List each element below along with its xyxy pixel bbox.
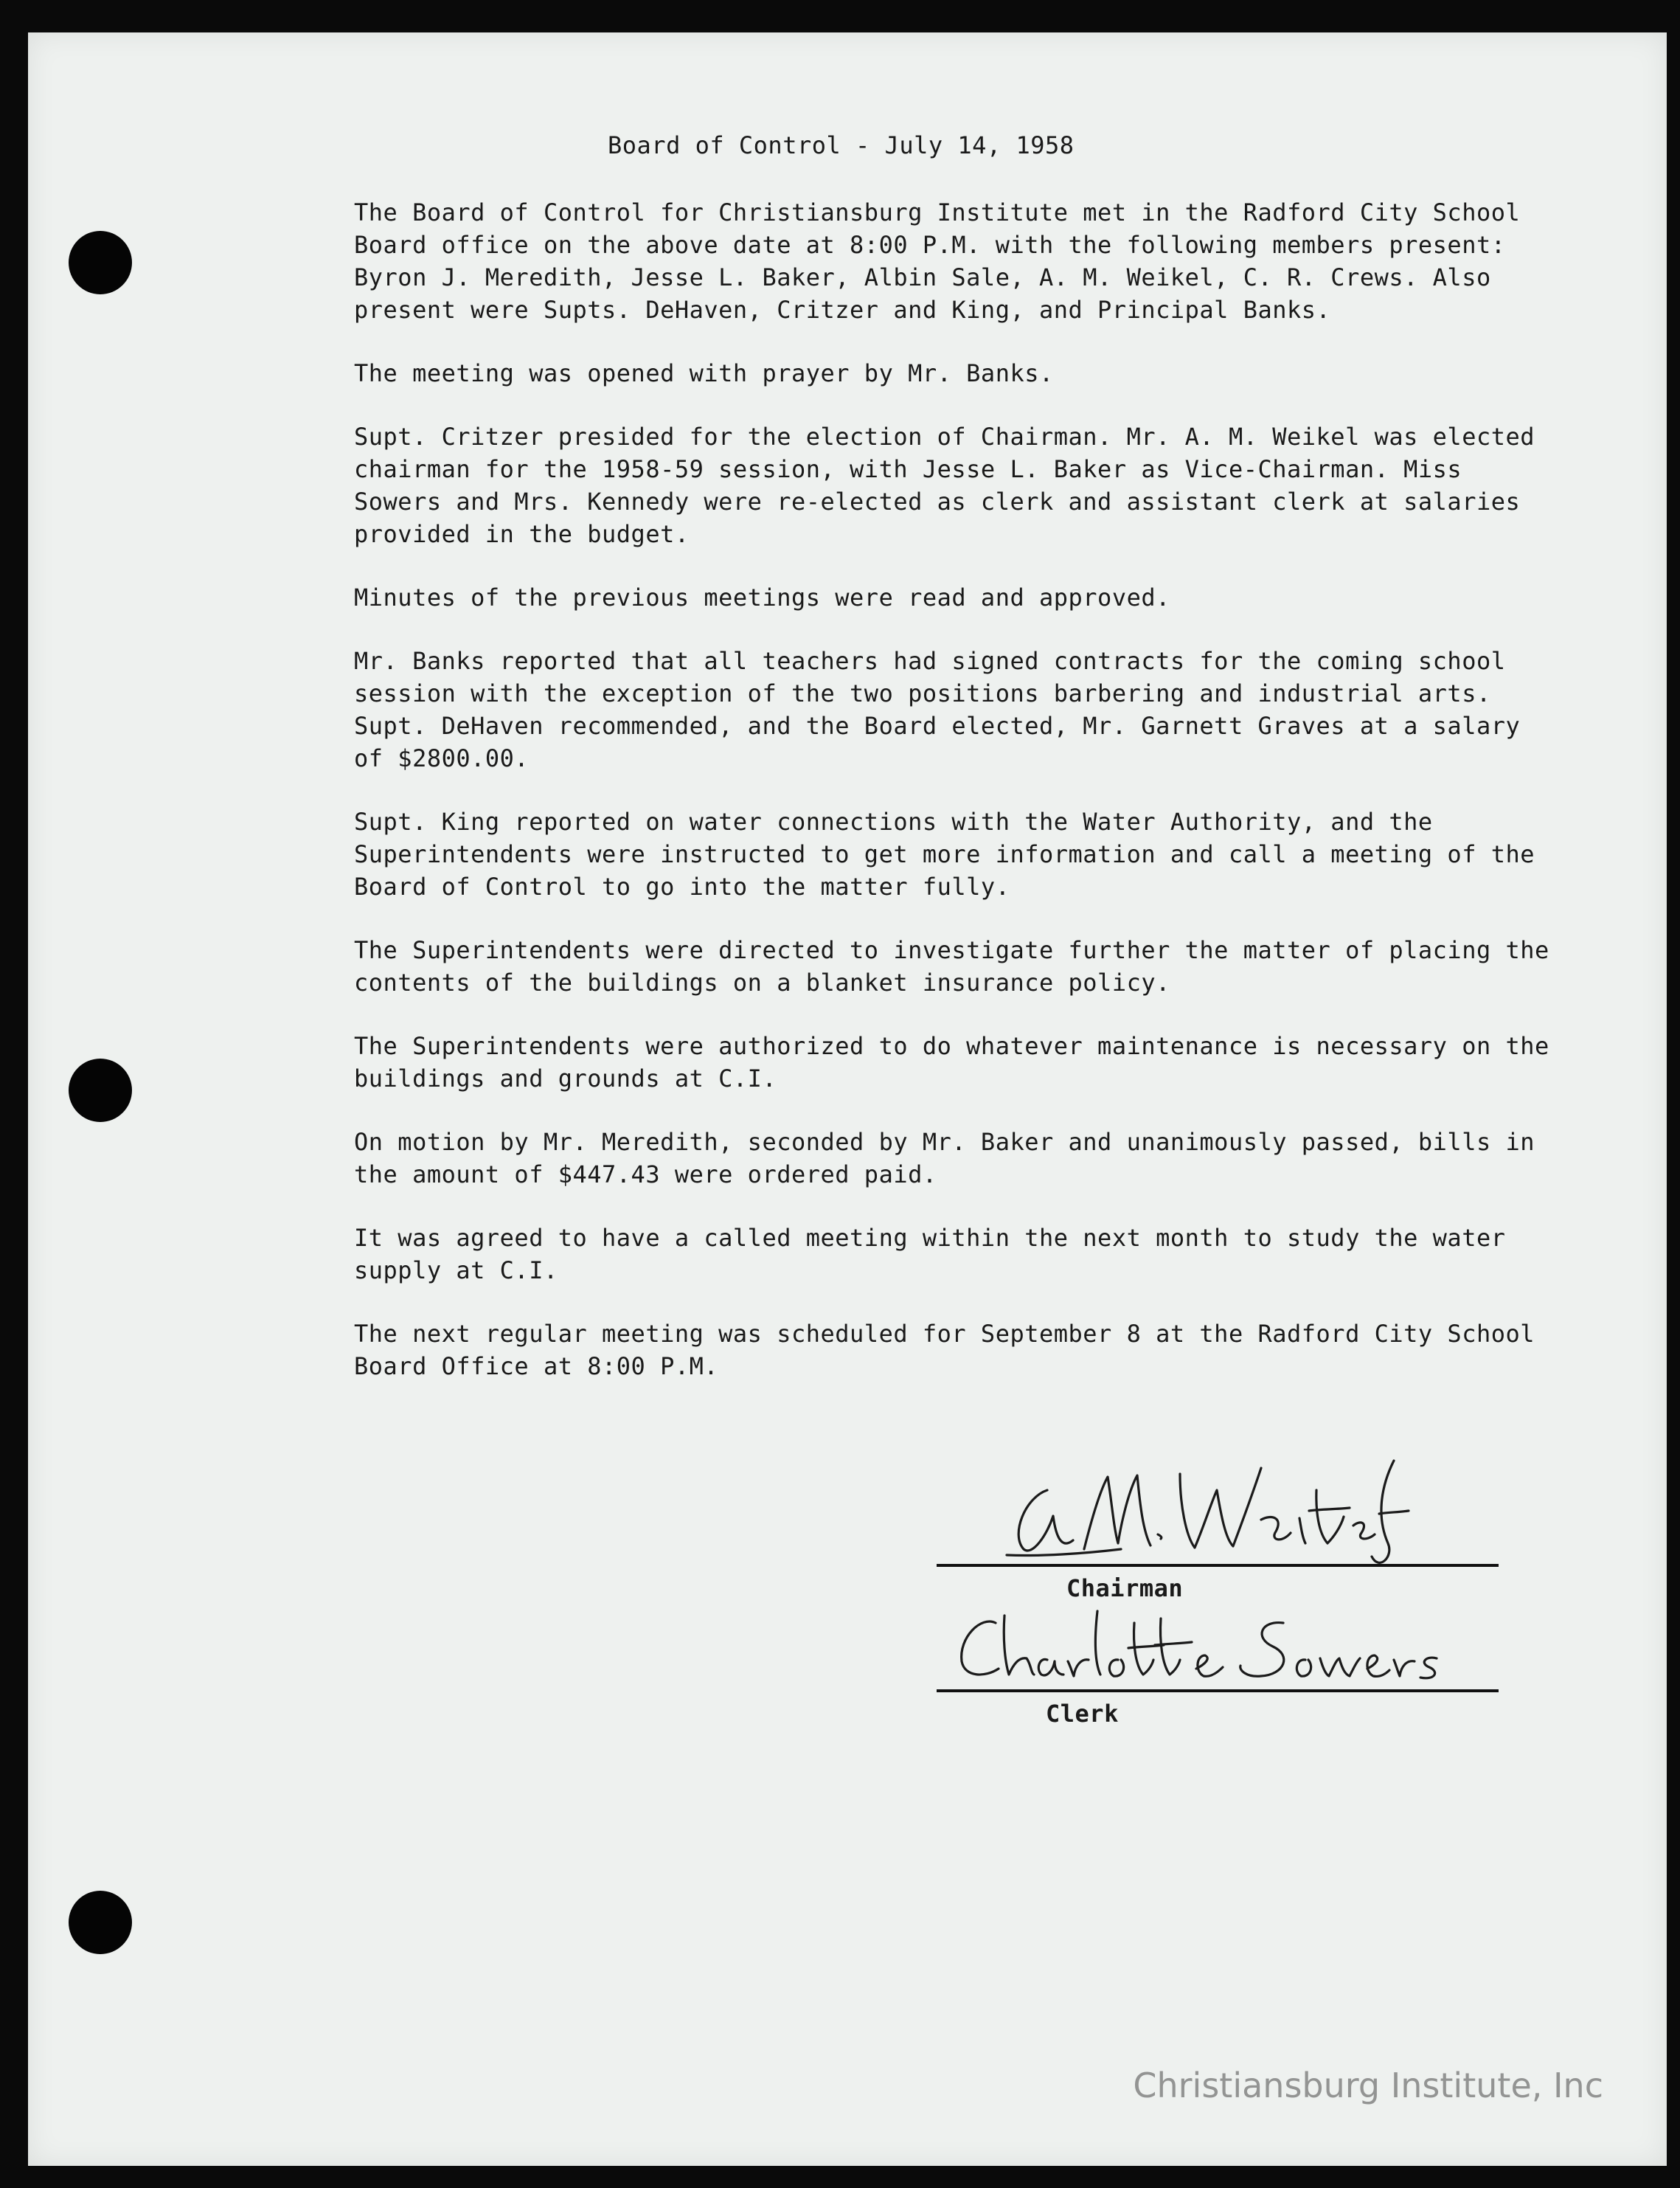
paragraph-called-meeting: It was agreed to have a called meeting within the next month to study the water supply at C.I. [354, 1224, 1506, 1284]
clerk-signature [937, 1601, 1499, 1689]
clerk-signature-block [937, 1601, 1499, 1728]
paragraph-contracts: Mr. Banks reported that all teachers had signed contracts for the coming school session with the exception of the two positions barbering and industrial arts. Supt. DeHaven recommended, and the Board elected, Mr. Garnett Graves at a salary of $2800.00. [354, 647, 1521, 772]
document-body [354, 196, 1563, 1413]
paragraph-maintenance: The Superintendents were authorized to do whatever maintenance is necessary on the buildings and grounds at C.I. [354, 1032, 1549, 1093]
chairman-signature [937, 1446, 1499, 1564]
paragraph-insurance: The Superintendents were directed to investigate further the matter of placing the contents of the buildings on a blanket insurance policy. [354, 936, 1549, 997]
paragraph-water: Supt. King reported on water connections with the Water Authority, and the Superintendents were instructed to get more information and call a meeting of the Board of Control to go into the matter fully. [354, 808, 1535, 901]
paragraph-minutes: Minutes of the previous meetings were read and approved. [354, 584, 1170, 612]
paragraph-bills: On motion by Mr. Meredith, seconded by Mr. Baker and unanimously passed, bills in the amount of $447.43 were ordered paid. [354, 1128, 1535, 1188]
archive-watermark: Christiansburg Institute, Inc [1133, 2066, 1603, 2105]
paragraph-attendance: The Board of Control for Christiansburg Institute met in the Radford City School Board office on the above date at 8:00 P.M. with the following members present: Byron J. Meredith, Jesse L. Baker, Albin Sale, A. M. Weikel, C. R. Crews. Also present were Supts. DeHaven, Critzer and King, and Principal Banks. [354, 198, 1521, 324]
punch-hole-bottom [69, 1891, 132, 1954]
chairman-caption: Chairman [1066, 1574, 1184, 1602]
document-title: Board of Control - July 14, 1958 [608, 131, 1075, 159]
paragraph-prayer: The meeting was opened with prayer by Mr. Banks. [354, 359, 1054, 387]
clerk-caption: Clerk [1046, 1700, 1119, 1728]
punch-hole-middle [69, 1059, 132, 1122]
paragraph-election: Supt. Critzer presided for the election of Chairman. Mr. A. M. Weikel was elected chairman for the 1958-59 session, with Jesse L. Baker as Vice-Chairman. Miss Sowers and Mrs. Kennedy were re-elected as clerk and assistant clerk at salaries provided in the budget. [354, 423, 1535, 548]
punch-hole-top [69, 231, 132, 294]
clerk-signature-line [937, 1689, 1499, 1692]
chairman-signature-block [937, 1446, 1499, 1602]
chairman-signature-line [937, 1564, 1499, 1567]
paragraph-next-meeting: The next regular meeting was scheduled for September 8 at the Radford City School Board Office at 8:00 P.M. [354, 1320, 1535, 1380]
